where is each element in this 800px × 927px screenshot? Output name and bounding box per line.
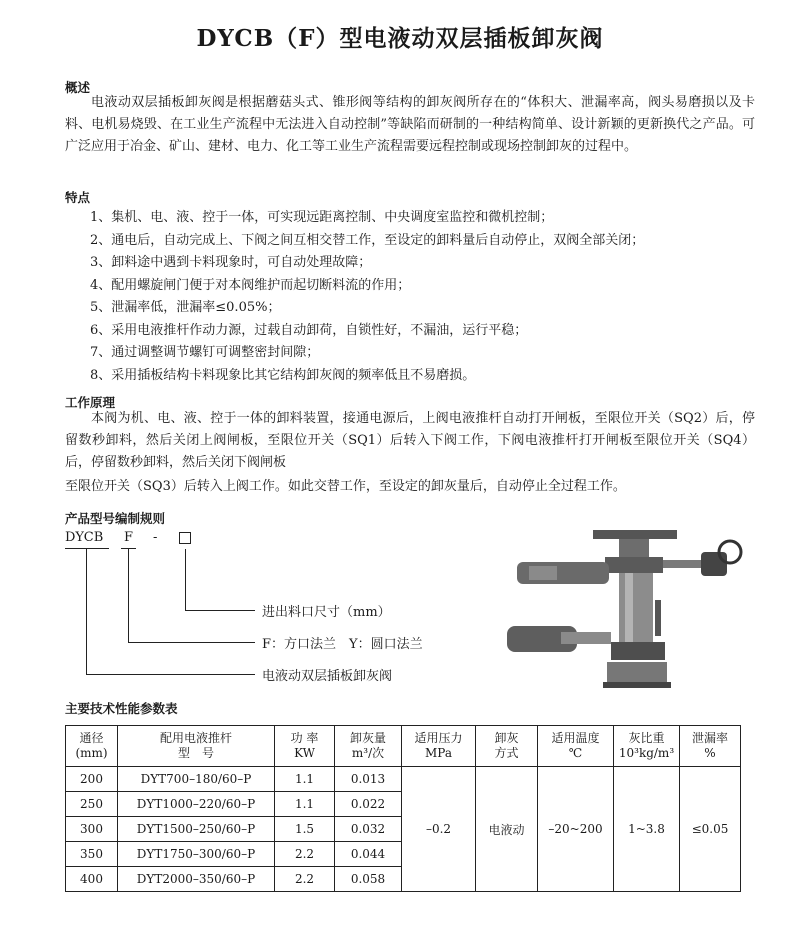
feature-item: 5、泄漏率低，泄漏率≤0.05%； bbox=[90, 300, 281, 315]
label-size: 进出料口尺寸（mm） bbox=[262, 605, 391, 620]
cell-leakage: ≤0.05 bbox=[680, 767, 741, 892]
principle-heading: 工作原理 bbox=[65, 395, 116, 410]
overview-heading: 概述 bbox=[65, 80, 91, 95]
model-code-heading: 产品型号编制规则 bbox=[65, 511, 166, 526]
overview-text: 电液动双层插板卸灰阀是根据蘑菇头式、锥形阀等结构的卸灰阀所存在的“体积大、泄漏率高，阀头易磨损以及卡料、电机易烧毁、在工业生产流程中无法进入自动控制”等缺陷而研制的一种结构简单、设计新颖的更新换代之产品。可广泛应用于冶金、矿山、建材、电力、化工等工业生产流程需要远程控制或现场控制卸灰的过程中。 bbox=[65, 95, 755, 154]
label-flange: F：方口法兰 Y：圆口法兰 bbox=[262, 637, 423, 652]
cell-mode: 电液动 bbox=[476, 767, 538, 892]
cell-diameter: 400 bbox=[66, 867, 118, 892]
underline-dycb bbox=[65, 548, 109, 549]
cell-power: 1.1 bbox=[275, 792, 335, 817]
header-actuator-model: 配用电液推杆 型 号 bbox=[118, 726, 275, 767]
spec-table bbox=[65, 725, 741, 892]
cell-temperature: –20~200 bbox=[538, 767, 614, 892]
connector-size-h bbox=[185, 610, 255, 611]
cell-discharge: 0.032 bbox=[335, 817, 402, 842]
cell-discharge: 0.044 bbox=[335, 842, 402, 867]
header-diameter: 通径 (mm) bbox=[66, 726, 118, 767]
table-header-row bbox=[66, 726, 741, 767]
feature-item: 8、采用插板结构卡料现象比其它结构卸灰阀的频率低且不易磨损。 bbox=[90, 367, 476, 383]
model-code-size-box bbox=[179, 532, 191, 544]
cell-power: 1.5 bbox=[275, 817, 335, 842]
feature-item: 6、采用电液推杆作动力源，过载自动卸荷，自锁性好，不漏油，运行平稳； bbox=[90, 322, 528, 338]
header-leakage: 泄漏率 % bbox=[680, 726, 741, 767]
connector-flange-h bbox=[128, 642, 255, 643]
cell-model: DYT2000–350/60–P bbox=[118, 867, 275, 892]
header-discharge: 卸灰量 m³/次 bbox=[335, 726, 402, 767]
connector-name bbox=[86, 549, 87, 674]
features-heading: 特点 bbox=[65, 190, 91, 205]
cell-diameter: 200 bbox=[66, 767, 118, 792]
cell-diameter: 300 bbox=[66, 817, 118, 842]
cell-discharge: 0.013 bbox=[335, 767, 402, 792]
principle-text: 本阀为机、电、液、控于一体的卸料装置，接通电源后，上阀电液推杆自动打开闸板，至限位开关（SQ2）后，停留数秒卸料，然后关闭上阀闸板，至限位开关（SQ1）后转入下阀工作，下阀电液推杆打开闸板至限位开关（SQ4）后，停留数秒卸料，然后关闭下阀闸板 bbox=[65, 411, 755, 470]
feature-item: 7、通过调整调节螺钉可调整密封间隙； bbox=[90, 345, 320, 360]
cell-power: 2.2 bbox=[275, 867, 335, 892]
cell-model: DYT1500–250/60–P bbox=[118, 817, 275, 842]
feature-item: 2、通电后，自动完成上、下阀之间互相交替工作，至设定的卸料量后自动停止，双阀全部关闭； bbox=[90, 232, 645, 248]
cell-model: DYT1000–220/60–P bbox=[118, 792, 275, 817]
header-power: 功 率 KW bbox=[275, 726, 335, 767]
page-title: DYCB（F）型电液动双层插板卸灰阀 bbox=[196, 25, 604, 52]
model-code-part-f: F bbox=[124, 530, 134, 545]
cell-model: DYT1750–300/60–P bbox=[118, 842, 275, 867]
cell-discharge: 0.022 bbox=[335, 792, 402, 817]
model-code-dash: - bbox=[153, 530, 158, 545]
cell-density: 1~3.8 bbox=[614, 767, 680, 892]
model-code-part-dycb: DYCB bbox=[65, 530, 104, 545]
header-pressure: 适用压力 MPa bbox=[402, 726, 476, 767]
feature-item: 4、配用螺旋闸门便于对本阀维护而起切断料流的作用； bbox=[90, 277, 411, 293]
cell-diameter: 250 bbox=[66, 792, 118, 817]
feature-item: 1、集机、电、液、控于一体，可实现远距离控制、中央调度室监控和微机控制； bbox=[90, 210, 554, 225]
cell-model: DYT700–180/60–P bbox=[118, 767, 275, 792]
cell-pressure: –0.2 bbox=[402, 767, 476, 892]
header-mode: 卸灰 方式 bbox=[476, 726, 538, 767]
label-name: 电液动双层插板卸灰阀 bbox=[262, 669, 393, 684]
header-temperature: 适用温度 ℃ bbox=[538, 726, 614, 767]
cell-diameter: 350 bbox=[66, 842, 118, 867]
valve-product-image bbox=[507, 522, 747, 690]
header-density: 灰比重 10³kg/m³ bbox=[614, 726, 680, 767]
connector-name-h bbox=[86, 674, 255, 675]
principle-text-2: 至限位开关（SQ3）后转入上阀工作。如此交替工作，至设定的卸灰量后，自动停止全过程工作。 bbox=[65, 479, 626, 494]
feature-item: 3、卸料途中遇到卡料现象时，可自动处理故障； bbox=[90, 255, 372, 270]
connector-size bbox=[185, 549, 186, 610]
features-list bbox=[90, 207, 644, 387]
cell-discharge: 0.058 bbox=[335, 867, 402, 892]
table-row bbox=[66, 767, 741, 792]
connector-flange bbox=[128, 549, 129, 642]
cell-power: 2.2 bbox=[275, 842, 335, 867]
cell-power: 1.1 bbox=[275, 767, 335, 792]
spec-table-heading: 主要技术性能参数表 bbox=[65, 701, 178, 716]
